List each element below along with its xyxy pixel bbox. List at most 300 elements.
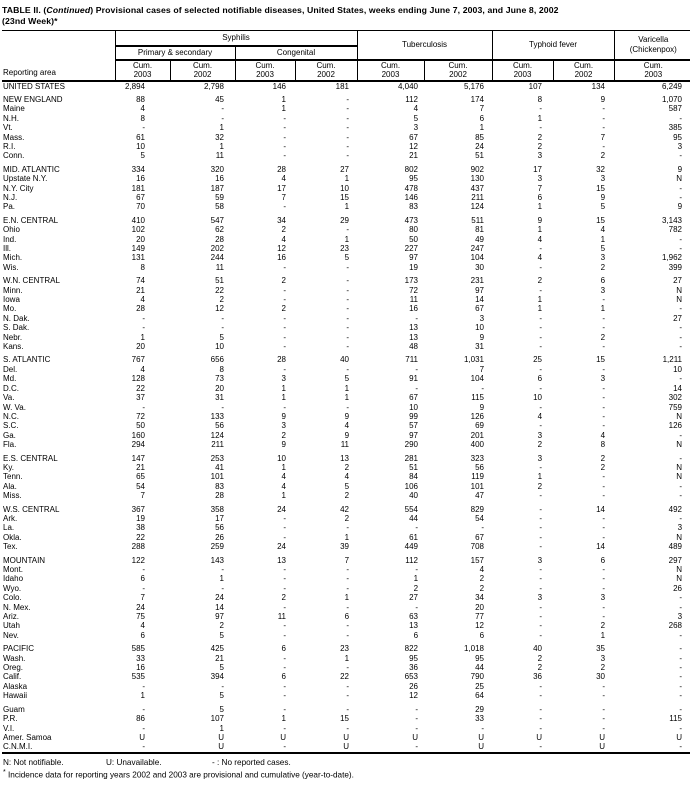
value-cell: 449 (404, 542, 419, 552)
value-cell: - (679, 602, 683, 612)
value-cell: N (676, 472, 683, 482)
value-cell: - (539, 723, 543, 733)
reporting-area-cell: Ohio (3, 225, 20, 235)
table-row (2, 724, 690, 733)
value-cell: 28 (215, 491, 224, 501)
value-cell: 15 (340, 192, 350, 202)
value-cell: 70 (136, 202, 145, 212)
value-cell: 9 (281, 411, 286, 421)
value-cell: N (676, 440, 683, 450)
value-cell: 4 (600, 225, 606, 235)
value-cell: 3 (537, 151, 543, 161)
value-cell: - (539, 621, 543, 631)
value-cell: 50 (136, 421, 145, 431)
value-cell: - (539, 565, 543, 574)
value-cell: 1 (281, 393, 286, 403)
value-cell: - (679, 192, 683, 202)
value-cell: 86 (136, 714, 145, 724)
value-cell: 3 (413, 123, 419, 133)
value-cell: 13 (340, 453, 350, 463)
value-cell: 15 (596, 355, 606, 365)
value-cell: 40 (533, 644, 543, 654)
table-row (2, 295, 690, 304)
value-cell: 3 (537, 174, 543, 184)
reporting-area-cell: N.J. (3, 192, 18, 202)
value-cell: 6 (537, 192, 543, 202)
value-cell: 21 (136, 462, 145, 472)
value-cell: 1 (600, 304, 606, 314)
value-cell: 54 (475, 513, 485, 523)
value-cell: - (283, 602, 286, 612)
value-cell: 7 (600, 132, 606, 142)
reporting-area-cell: N. Mex. (3, 602, 31, 612)
value-cell: 31 (215, 393, 224, 403)
subgroup-header-primary-secondary: Primary & secondary (115, 46, 235, 60)
value-cell: 34 (277, 215, 286, 225)
value-cell: 4 (344, 472, 350, 482)
value-cell: 9 (677, 202, 683, 212)
value-cell: 437 (470, 183, 485, 193)
value-cell: 128 (131, 374, 145, 384)
reporting-area-cell: V.I. (3, 723, 15, 733)
value-cell: 14 (596, 504, 606, 514)
value-cell: 247 (470, 244, 485, 253)
value-cell: - (346, 342, 350, 352)
column-header-cum: Cum. 2003 (115, 60, 170, 81)
value-cell: 1 (344, 234, 350, 244)
reporting-area-cell: Md. (3, 374, 17, 384)
value-cell: - (346, 602, 350, 612)
value-cell: 16 (136, 663, 145, 673)
table-row (2, 682, 690, 691)
value-cell: 49 (475, 234, 485, 244)
value-cell: 2 (600, 663, 606, 673)
value-cell: 5 (600, 202, 606, 212)
value-cell: 23 (340, 644, 350, 654)
value-cell: 1,962 (661, 253, 683, 263)
value-cell: - (602, 402, 606, 412)
value-cell: 8 (600, 440, 606, 450)
value-cell: 5 (219, 691, 224, 701)
value-cell: - (602, 723, 606, 733)
value-cell: 112 (405, 555, 419, 565)
value-cell: - (602, 565, 606, 574)
value-cell: - (539, 532, 543, 542)
value-cell: - (346, 151, 350, 161)
value-cell: - (283, 151, 286, 161)
value-cell: 9 (344, 430, 350, 440)
value-cell: U (536, 732, 543, 742)
table-row (2, 733, 690, 742)
value-cell: 1 (344, 593, 350, 603)
value-cell: 7 (344, 555, 350, 565)
value-cell: 3 (537, 555, 543, 565)
value-cell: 4 (600, 430, 606, 440)
value-cell: 73 (215, 374, 224, 384)
value-cell: - (539, 313, 543, 323)
value-cell: - (346, 402, 350, 412)
value-cell: 653 (404, 672, 419, 682)
value-cell: - (415, 523, 419, 533)
value-cell: - (142, 565, 145, 574)
value-cell: 3 (281, 374, 286, 384)
value-cell: 8 (219, 364, 224, 374)
value-cell: 62 (215, 225, 224, 235)
value-cell: 24 (136, 602, 145, 612)
value-cell: - (283, 583, 286, 593)
value-cell: 2 (281, 276, 286, 286)
value-cell: 149 (131, 244, 145, 253)
value-cell: 102 (131, 225, 145, 235)
reporting-area-cell: UNITED STATES (3, 81, 65, 91)
value-cell: 4 (537, 234, 543, 244)
reporting-area-cell: MOUNTAIN (3, 555, 46, 565)
reporting-area-cell: PACIFIC (3, 644, 34, 654)
table-row (2, 193, 690, 202)
value-cell: - (679, 513, 683, 523)
value-cell: N (676, 295, 683, 305)
value-cell: U (280, 732, 286, 742)
value-cell: 1 (281, 491, 286, 501)
value-cell: - (602, 691, 606, 701)
value-cell: - (539, 332, 543, 342)
value-cell: 829 (470, 504, 485, 514)
value-cell: - (679, 304, 683, 314)
table-row (2, 384, 690, 393)
value-cell: 16 (277, 253, 286, 263)
value-cell: 47 (475, 491, 485, 501)
value-cell: 143 (210, 555, 224, 565)
value-cell: - (539, 612, 543, 622)
value-cell: 6 (344, 612, 350, 622)
value-cell: 30 (475, 262, 485, 272)
value-cell: - (283, 123, 286, 133)
value-cell: 10 (215, 342, 224, 352)
value-cell: 2 (537, 653, 543, 663)
value-cell: 1 (219, 141, 224, 151)
value-cell: - (539, 513, 543, 523)
table-row (2, 505, 690, 514)
value-cell: 708 (470, 542, 485, 552)
table-row (2, 565, 690, 574)
table-row (2, 81, 690, 91)
value-cell: 2 (479, 574, 485, 584)
value-cell: 83 (215, 481, 224, 491)
value-cell: - (283, 323, 286, 333)
value-cell: 547 (210, 215, 224, 225)
value-cell: N (676, 462, 683, 472)
legend-no-reported-cases: - : No reported cases. (212, 757, 291, 767)
value-cell: 5 (344, 481, 350, 491)
value-cell: 40 (409, 491, 419, 501)
value-cell: 81 (475, 225, 485, 235)
value-cell: 35 (596, 644, 606, 654)
value-cell: 16 (409, 304, 419, 314)
value-cell: 187 (210, 183, 224, 193)
value-cell: 54 (136, 481, 145, 491)
table-row (2, 114, 690, 123)
value-cell: 5 (219, 704, 224, 714)
value-cell: 2 (537, 132, 543, 142)
value-cell: - (221, 313, 224, 323)
value-cell: 124 (470, 202, 485, 212)
varicella-label-line2: (Chickenpox) (629, 44, 677, 54)
table-row (2, 654, 690, 663)
title-rest: ) Provisional cases of selected notifiable diseases, United States, weeks ending June 7, 2003, and June 8, 2002 (90, 5, 559, 15)
value-cell: 1,031 (463, 355, 485, 365)
value-cell: 77 (475, 612, 485, 622)
value-cell: - (539, 704, 543, 714)
table-row (2, 165, 690, 174)
value-cell: 29 (475, 704, 485, 714)
value-cell: 711 (405, 355, 419, 365)
value-cell: 28 (277, 355, 286, 365)
value-cell: 3 (537, 593, 543, 603)
value-cell: - (283, 402, 286, 412)
reporting-area-cell: Conn. (3, 151, 25, 161)
table-row (2, 454, 690, 463)
value-cell: - (415, 723, 419, 733)
value-cell: - (679, 234, 683, 244)
value-cell: - (346, 681, 350, 691)
value-cell: 399 (668, 262, 683, 272)
value-cell: 6,249 (661, 81, 683, 91)
legend-unavailable: U: Unavailable. (106, 757, 162, 767)
value-cell: 122 (131, 555, 145, 565)
value-cell: 1 (219, 123, 224, 133)
value-cell: - (142, 681, 145, 691)
value-cell: 1 (281, 383, 286, 393)
value-cell: - (142, 123, 145, 133)
value-cell: 44 (409, 513, 419, 523)
reporting-area-cell: Nebr. (3, 332, 23, 342)
value-cell: 2 (413, 583, 419, 593)
reporting-area-cell: Okla. (3, 532, 22, 542)
value-cell: 51 (409, 462, 419, 472)
value-cell: 146 (272, 81, 286, 91)
value-cell: 4 (281, 234, 286, 244)
table-row (2, 463, 690, 472)
value-cell: 33 (136, 653, 145, 663)
value-cell: 36 (533, 672, 543, 682)
value-cell: 7 (479, 104, 485, 114)
value-cell: - (346, 630, 350, 640)
value-cell: 3 (600, 593, 606, 603)
value-cell: - (346, 574, 350, 584)
value-cell: 22 (136, 532, 145, 542)
value-cell: 6 (281, 672, 286, 682)
value-cell: - (283, 285, 286, 295)
value-cell: 39 (340, 542, 350, 552)
value-cell: 3 (281, 421, 286, 431)
value-cell: - (346, 663, 350, 673)
value-cell: 902 (470, 164, 485, 174)
value-cell: 13 (277, 555, 286, 565)
footnotes (2, 758, 690, 781)
value-cell: U (412, 732, 419, 742)
value-cell: 288 (131, 542, 145, 552)
title-continued: Continued (46, 5, 91, 15)
value-cell: 74 (136, 276, 145, 286)
value-cell: 6 (537, 374, 543, 384)
value-cell: - (283, 295, 286, 305)
value-cell: 72 (136, 411, 145, 421)
value-cell: 802 (404, 164, 419, 174)
value-cell: 2 (600, 453, 606, 463)
value-cell: 133 (210, 411, 224, 421)
value-cell: 1,211 (662, 355, 683, 365)
reporting-area-cell: Ky. (3, 462, 14, 472)
reporting-area-cell: Ariz. (3, 612, 19, 622)
value-cell: 4 (140, 104, 145, 114)
value-cell: - (481, 723, 485, 733)
value-cell: 2,894 (124, 81, 145, 91)
value-cell: 80 (409, 225, 419, 235)
value-cell: - (539, 742, 543, 752)
value-cell: 26 (409, 681, 419, 691)
table-row (2, 593, 690, 602)
value-cell: 65 (136, 472, 145, 482)
value-cell: 22 (215, 285, 224, 295)
table-row (2, 133, 690, 142)
value-cell: - (602, 393, 606, 403)
value-cell: 157 (470, 555, 485, 565)
value-cell: - (602, 411, 606, 421)
value-cell: - (283, 704, 286, 714)
column-header-cum: Cum. 2003 (235, 60, 295, 81)
value-cell: 23 (340, 244, 350, 253)
reporting-area-cell: Ind. (3, 234, 17, 244)
value-cell: 320 (210, 164, 224, 174)
value-cell: - (539, 491, 543, 501)
value-cell: 511 (471, 215, 485, 225)
value-cell: 67 (409, 393, 419, 403)
value-cell: 1 (219, 723, 224, 733)
value-cell: 11 (215, 262, 224, 272)
value-cell: - (679, 323, 683, 333)
table-row (2, 253, 690, 262)
reporting-area-cell: Miss. (3, 491, 22, 501)
value-cell: 1 (219, 574, 224, 584)
table-row (2, 691, 690, 700)
reporting-area-cell: S. ATLANTIC (3, 355, 51, 365)
value-cell: 2 (219, 295, 224, 305)
table-row (2, 276, 690, 285)
value-cell: 42 (340, 504, 350, 514)
table-row (2, 705, 690, 714)
value-cell: 2 (600, 332, 606, 342)
value-cell: - (539, 574, 543, 584)
value-cell: 358 (210, 504, 224, 514)
value-cell: N (676, 565, 683, 574)
value-cell: 17 (215, 513, 224, 523)
value-cell: - (539, 364, 543, 374)
reporting-area-cell: Kans. (3, 342, 24, 352)
value-cell: 20 (136, 342, 145, 352)
value-cell: 25 (533, 355, 543, 365)
value-cell: 782 (668, 225, 683, 235)
value-cell: U (478, 732, 485, 742)
reporting-area-cell: Ark. (3, 513, 18, 523)
table-row (2, 631, 690, 640)
value-cell: - (346, 621, 350, 631)
reporting-area-cell: Amer. Samoa (3, 732, 52, 742)
value-cell: 20 (136, 234, 145, 244)
value-cell: - (142, 704, 145, 714)
table-row (2, 263, 690, 272)
column-header-cum: Cum. 2003 (614, 60, 690, 81)
value-cell: - (602, 342, 606, 352)
value-cell: 173 (404, 276, 419, 286)
value-cell: 11 (340, 440, 350, 450)
reporting-area-cell: Oreg. (3, 663, 24, 673)
value-cell: 4 (281, 472, 286, 482)
value-cell: 1 (344, 532, 350, 542)
value-cell: 1 (413, 574, 419, 584)
table-row (2, 142, 690, 151)
value-cell: 5 (344, 374, 350, 384)
value-cell: - (283, 565, 286, 574)
table-row (2, 523, 690, 532)
value-cell: 104 (470, 374, 485, 384)
column-header-cum: Cum. 2002 (295, 60, 357, 81)
reporting-area-cell: Tenn. (3, 472, 23, 482)
value-cell: 67 (475, 532, 485, 542)
value-cell: 84 (409, 472, 419, 482)
value-cell: 95 (409, 174, 419, 184)
value-cell: 33 (475, 714, 485, 724)
value-cell: 1 (479, 123, 485, 133)
value-cell: - (283, 663, 286, 673)
value-cell: 21 (136, 285, 145, 295)
value-cell: 126 (470, 411, 485, 421)
value-cell: - (283, 630, 286, 640)
column-header-cum: Cum. 2002 (170, 60, 235, 81)
value-cell: 44 (475, 663, 485, 673)
value-cell: - (415, 383, 419, 393)
value-cell: - (679, 723, 683, 733)
value-cell: - (602, 704, 606, 714)
reporting-area-cell: Wis. (3, 262, 19, 272)
value-cell: - (283, 342, 286, 352)
value-cell: 9 (281, 440, 286, 450)
value-cell: 30 (596, 672, 606, 682)
value-cell: 24 (277, 504, 286, 514)
value-cell: 6 (140, 630, 145, 640)
value-cell: - (415, 714, 419, 724)
value-cell: 126 (668, 421, 683, 431)
value-cell: 17 (533, 164, 543, 174)
value-cell: U (599, 742, 606, 752)
footnote-legend (3, 758, 690, 768)
reporting-area-cell: Del. (3, 364, 18, 374)
value-cell: 22 (136, 383, 145, 393)
value-cell: 14 (475, 295, 485, 305)
reporting-area-cell: Pa. (3, 202, 16, 212)
value-cell: - (539, 681, 543, 691)
value-cell: - (346, 262, 350, 272)
value-cell: 268 (668, 621, 683, 631)
value-cell: 302 (668, 393, 683, 403)
value-cell: - (346, 523, 350, 533)
legend-not-notifiable: N: Not notifiable. (3, 757, 64, 767)
table-row (2, 644, 690, 653)
table-row (2, 104, 690, 113)
value-cell: 3 (479, 313, 485, 323)
value-cell: 36 (409, 663, 419, 673)
value-cell: 5,176 (463, 81, 485, 91)
value-cell: - (602, 583, 606, 593)
